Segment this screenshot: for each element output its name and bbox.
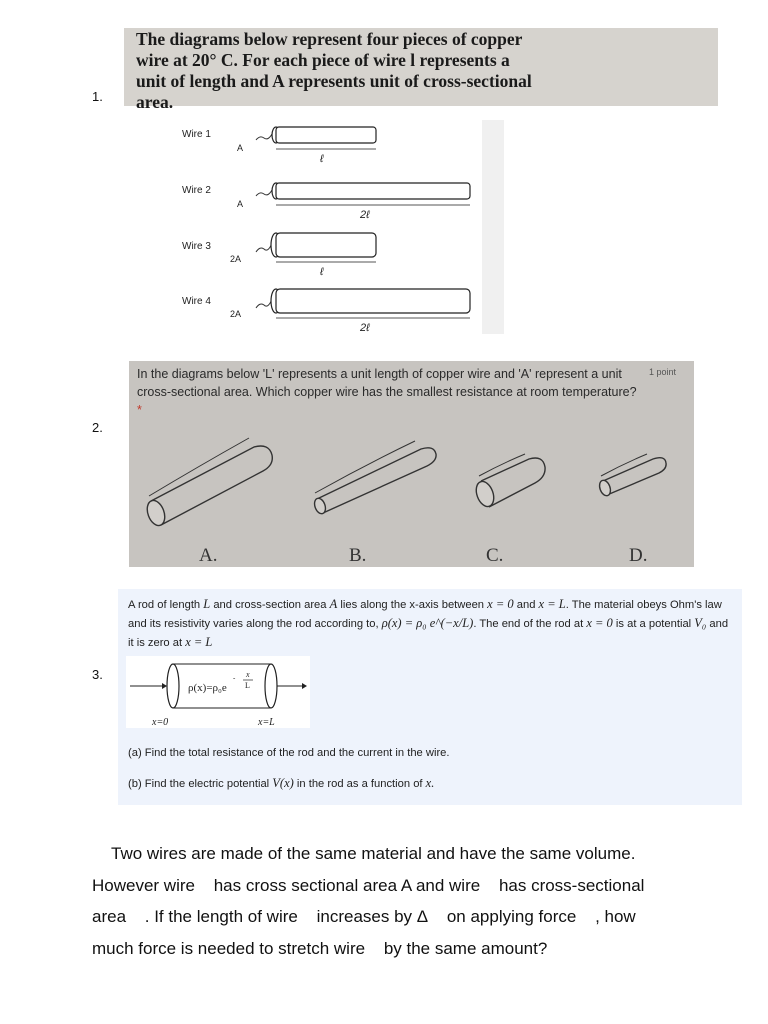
length-brace [479, 454, 525, 476]
wire-1-area: A [237, 143, 244, 153]
wire-4-area: 2A [230, 309, 242, 319]
wire-2-length: 2ℓ [360, 209, 370, 221]
wire-2-area: A [237, 199, 244, 209]
wire-4 [182, 289, 470, 334]
option-c-figure [473, 454, 545, 509]
q3-intro [128, 595, 732, 652]
q4-text-run: has cross-sectional [498, 875, 645, 895]
q4-text-run: However wire [92, 875, 195, 895]
condition-x0: x = 0 [487, 597, 514, 611]
area-arrow [256, 134, 272, 140]
q4-text-run: increases by Δ [316, 907, 429, 926]
arrowhead [162, 683, 167, 689]
q4-line [92, 870, 692, 902]
option-a-label: A. [199, 545, 218, 566]
q2-options-diagram [129, 421, 694, 567]
rod-body [151, 446, 272, 525]
wire-4-label: Wire 4 [182, 296, 211, 307]
option-d-figure [598, 454, 667, 497]
q3-part-a: (a) Find the total resistance of the rod and the current in the wire. [128, 747, 450, 759]
exponent-numerator: x [246, 670, 250, 679]
wire-body [276, 233, 376, 257]
q1-wires-diagram [170, 118, 506, 334]
q4-text-run: . If the length of wire [144, 907, 298, 926]
length-brace [315, 441, 415, 493]
q3-rod-diagram [126, 656, 310, 728]
symbol-x: x. [425, 776, 435, 790]
question-number-1: 1. [92, 89, 103, 104]
q3-text-run: (b) Find the electric potential [128, 778, 270, 790]
q3-text-run: in the rod as a function of [296, 778, 423, 790]
q4-text-run: has cross sectional area A and wire [213, 875, 481, 895]
rod-end-face [265, 664, 277, 708]
condition-xL: x = L [538, 597, 566, 611]
question-number-3: 3. [92, 667, 103, 682]
wire-1 [182, 127, 376, 165]
q1-heading-line: The diagrams below represent four pieces of copper [136, 29, 523, 49]
q2-question-text [137, 365, 637, 419]
condition-xL: x = L [185, 635, 213, 649]
q3-text-run: and [516, 599, 536, 611]
wire-body [276, 127, 376, 143]
q4-line [92, 901, 692, 933]
q1-heading-scan [124, 28, 718, 112]
wire-body [276, 183, 470, 199]
question-number-2: 2. [92, 420, 103, 435]
wire-3-label: Wire 3 [182, 241, 211, 252]
q4-text-run: on applying force [446, 907, 577, 926]
area-arrow [256, 299, 272, 308]
q1-heading-line: area. [136, 92, 174, 112]
area-arrow [256, 190, 272, 196]
q1-heading-line: wire at 20° C. For each piece of wire l represents a [136, 50, 510, 70]
scan-edge-strip [482, 120, 504, 334]
q3-question-box [118, 589, 742, 805]
q4-line [92, 933, 692, 965]
wire-3-length: ℓ [320, 266, 324, 278]
rod-body [603, 458, 666, 495]
q4-line: Two wires are made of the same material and have the same volume. [111, 844, 636, 863]
symbol-L: L [203, 597, 211, 611]
symbol-A: A [329, 597, 338, 611]
resistivity-formula: ρ(x) = ρ₀ e^(−x/L) [381, 616, 474, 630]
option-d-label: D. [629, 545, 648, 566]
q4-question-text [92, 838, 692, 964]
exponent-minus: - [233, 674, 236, 682]
required-mark: * [137, 403, 142, 417]
q3-text-run: . The end of the rod at [473, 618, 584, 630]
wire-4-length: 2ℓ [360, 322, 370, 334]
option-b-label: B. [349, 545, 367, 566]
symbol-Vx: V(x) [272, 776, 294, 790]
arrowhead [302, 683, 307, 689]
option-a-figure [144, 438, 272, 528]
q4-text-run: , how [595, 907, 636, 926]
q4-text-run: much force is needed to stretch wire [92, 938, 366, 958]
q3-text-run: and cross-section area [213, 599, 327, 611]
q3-text-run: . The material obeys Ohm's law and its resistivity varies along the rod according to, [128, 599, 722, 630]
wire-1-label: Wire 1 [182, 129, 211, 140]
option-c-label: C. [486, 545, 504, 566]
wire-1-length: ℓ [320, 153, 324, 165]
rod-end [598, 479, 613, 497]
wire-body [276, 289, 470, 313]
wire-2 [182, 183, 470, 221]
area-arrow [256, 243, 272, 252]
q2-question: In the diagrams below 'L' represents a unit length of copper wire and 'A' represent a unit cross-sectional area. Which copper wire has the smallest resistance at room temperature? [137, 367, 637, 399]
x-start-label: x=0 [152, 717, 169, 728]
q4-text-run: by the same amount? [383, 938, 548, 958]
condition-x0: x = 0 [586, 616, 613, 630]
q2-points: 1 point [648, 367, 676, 377]
wire-2-label: Wire 2 [182, 185, 211, 196]
x-end-label: x=L [258, 717, 275, 728]
symbol-V0: V₀ [694, 616, 707, 630]
length-brace [149, 438, 249, 496]
q3-text-run: is at a potential [615, 618, 692, 630]
q3-text-run: and it is zero at [128, 618, 729, 649]
rod-start-face [167, 664, 179, 708]
wire-3 [182, 233, 376, 278]
q3-part-b [128, 776, 434, 791]
wire-3-area: 2A [230, 254, 242, 264]
exponent-denominator: L [245, 681, 250, 690]
q3-text-run: lies along the x-axis between [340, 599, 485, 611]
q3-text-run: A rod of length [128, 599, 201, 611]
q2-question-scan [129, 361, 694, 567]
rho-label: ρ(x)=ρ₀e [188, 682, 227, 694]
rod-body [317, 448, 436, 513]
option-b-figure [313, 441, 437, 515]
q4-text-run: area [92, 907, 127, 926]
q1-heading-line: unit of length and A represents unit of cross-sectional [136, 71, 532, 91]
